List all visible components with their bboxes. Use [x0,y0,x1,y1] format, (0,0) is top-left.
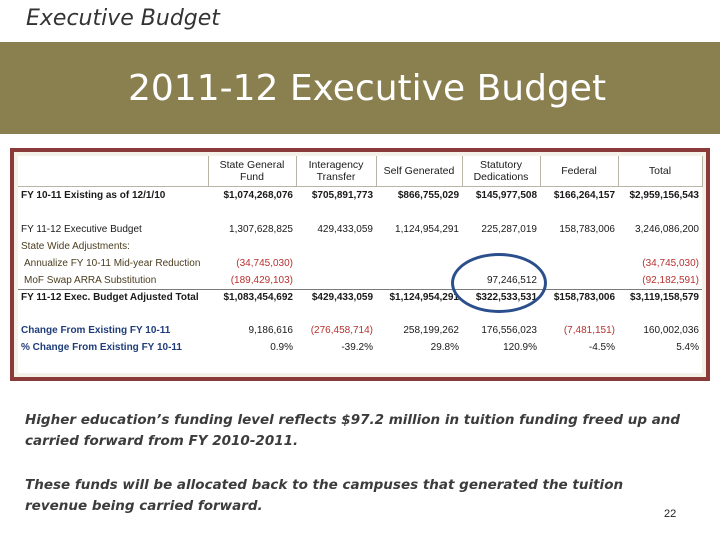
cell: (189,429,103) [230,274,293,286]
cell: $705,891,773 [311,190,373,202]
cell: 160,002,036 [643,325,699,336]
cell [540,255,618,272]
table-row [18,289,702,306]
cell: (34,745,030) [642,258,699,269]
cell: 158,783,006 [559,224,615,235]
cell: $166,264,157 [553,190,615,202]
cell: (7,481,151) [563,325,615,336]
table-row [18,255,702,272]
cell: $1,074,268,076 [223,190,293,202]
cell: $1,083,454,692 [208,289,296,306]
col-header-total: Total [618,156,702,186]
note-allocation: These funds will be allocated back to the campuses that generated the tuition revenue being carried forward. [25,477,624,514]
spacer-row [18,205,702,221]
cell: 120.9% [503,342,537,353]
cell [540,272,618,289]
table-row [18,339,702,356]
table-header-row [18,156,702,186]
row-label: Annualize FY 10-11 Mid-year Reduction [24,258,201,269]
cell: 0.9% [270,342,293,353]
table-row [18,221,702,238]
cell: (92,182,591) [642,274,699,286]
section-title: Executive Budget [26,6,220,31]
table-row [18,272,702,289]
row-label: % Change From Existing FY 10-11 [21,342,182,353]
highlight-ellipse [451,253,547,313]
row-label: FY 10-11 Existing as of 12/1/10 [21,190,166,202]
cell: 9,186,616 [248,325,293,336]
slide-title: 2011-12 Executive Budget [128,68,607,109]
header-blank [18,156,208,186]
cell: 1,307,628,825 [229,224,293,235]
row-label: MoF Swap ARRA Substitution [24,274,157,286]
cell: $3,119,158,579 [618,289,702,306]
row-label: Change From Existing FY 10-11 [21,325,171,336]
col-header-self-generated: Self Generated [376,156,462,186]
table-row [18,322,702,339]
cell: $1,124,954,291 [376,289,462,306]
budget-table-frame [10,148,710,381]
cell [208,238,702,255]
cell: -39.2% [341,342,373,353]
row-label: State Wide Adjustments: [21,241,130,252]
cell: 429,433,059 [317,224,373,235]
table-row [18,238,702,255]
cell [376,272,462,289]
cell: 1,124,954,291 [395,224,459,235]
col-header-statutory-dedications: Statutory Dedications [462,156,540,186]
budget-table [18,156,703,356]
cell: $145,977,508 [475,190,537,202]
cell: 3,246,086,200 [635,224,699,235]
cell: $866,755,029 [397,190,459,202]
cell: 97,246,512 [486,274,537,286]
cell: $2,959,156,543 [629,190,699,202]
spacer-row [18,306,702,322]
col-header-federal: Federal [540,156,618,186]
page-number: 22 [664,508,677,520]
cell [376,255,462,272]
col-header-interagency-transfer: Interagency Transfer [296,156,376,186]
table-row [18,186,702,205]
cell: (276,458,714) [310,325,373,336]
col-header-state-general-fund: State General Fund [208,156,296,186]
row-label: FY 11-12 Exec. Budget Adjusted Total [18,289,208,306]
cell: $429,433,059 [296,289,376,306]
cell: 258,199,262 [403,325,459,336]
cell: $322,533,531 [462,289,540,306]
row-label: FY 11-12 Executive Budget [21,224,142,235]
cell [296,272,376,289]
cell: 5.4% [676,342,699,353]
cell [296,255,376,272]
cell: -4.5% [588,342,615,353]
cell: (34,745,030) [236,258,293,269]
cell: $158,783,006 [540,289,618,306]
cell: 29.8% [430,342,459,353]
budget-table-container [18,156,702,373]
cell: 225,287,019 [481,224,537,235]
cell: 176,556,023 [481,325,537,336]
note-tuition-funding: Higher education’s funding level reflects $97.2 million in tuition funding freed up and carried forward from FY 2010-2011. [25,412,681,449]
